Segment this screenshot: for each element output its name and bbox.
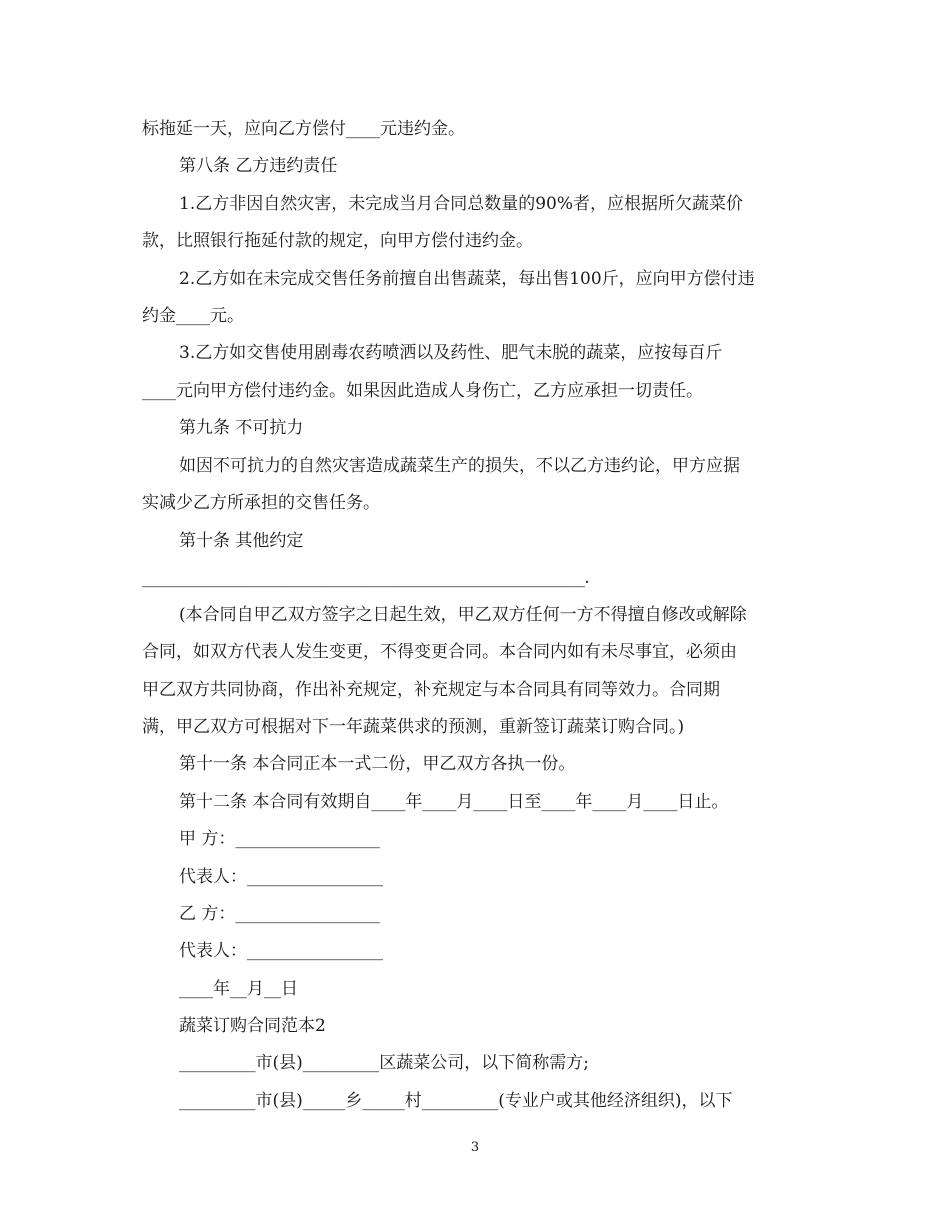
text-line: 2.乙方如在未完成交售任务前擅自出售蔬菜，每出售100斤，应向甲方偿付违 — [179, 269, 755, 289]
text-line: 如因不可抗力的自然灾害造成蔬菜生产的损失，不以乙方违约论，甲方应据 — [179, 456, 740, 476]
text-line: _________市(县)_________区蔬菜公司，以下简称需方; — [179, 1053, 589, 1073]
text-line: 实减少乙方所承担的交售任务。 — [142, 493, 380, 513]
text-line: 约金____元。 — [142, 306, 244, 326]
text-line: _________市(县)_____乡_____村_________(专业户或其他经济组织)，以下 — [179, 1091, 733, 1111]
text-line: 款，比照银行拖延付款的规定，向甲方偿付违约金。 — [142, 231, 533, 251]
signature-party-a: 甲 方：_________________ — [179, 829, 380, 849]
text-line: (本合同自甲乙双方签字之日起生效，甲乙双方任何一方不得擅自修改或解除 — [179, 605, 747, 625]
article-heading: 第十条 其他约定 — [179, 531, 304, 551]
text-line: 第十一条 本合同正本一式二份，甲乙双方各执一份。 — [179, 754, 576, 774]
signature-party-b: 乙 方：_________________ — [179, 904, 380, 924]
section-title: 蔬菜订购合同范本2 — [179, 1016, 326, 1036]
text-line: 满，甲乙双方可根据对下一年蔬菜供求的预测，重新签订蔬菜订购合同。) — [142, 717, 685, 737]
text-line: 3.乙方如交售使用剧毒农药喷洒以及药性、肥气未脱的蔬菜，应按每百斤 — [179, 343, 723, 363]
signature-representative-b: 代表人：________________ — [179, 941, 383, 961]
text-line: 1.乙方非因自然灾害，未完成当月合同总数量的90%者，应根据所欠蔬菜价 — [179, 194, 744, 214]
blank-line: ________________________________________________________. — [142, 568, 590, 588]
signature-representative-a: 代表人：________________ — [179, 867, 383, 887]
text-line: 第十二条 本合同有效期自____年____月____日至____年____月____日止。 — [179, 792, 729, 812]
article-heading: 第八条 乙方违约责任 — [179, 156, 338, 176]
date-line: ____年__月__日 — [179, 979, 298, 999]
text-line: 甲乙双方共同协商，作出补充规定，补充规定与本合同具有同等效力。合同期 — [142, 680, 720, 700]
text-line: ____元向甲方偿付违约金。如果因此造成人身伤亡，乙方应承担一切责任。 — [142, 381, 703, 401]
text-line: 合同，如双方代表人发生变更，不得变更合同。本合同内如有未尽事宜，必须由 — [142, 642, 737, 662]
article-heading: 第九条 不可抗力 — [179, 418, 304, 438]
text-line: 标拖延一天，应向乙方偿付____元违约金。 — [142, 119, 465, 139]
page-number: 3 — [470, 1140, 480, 1155]
